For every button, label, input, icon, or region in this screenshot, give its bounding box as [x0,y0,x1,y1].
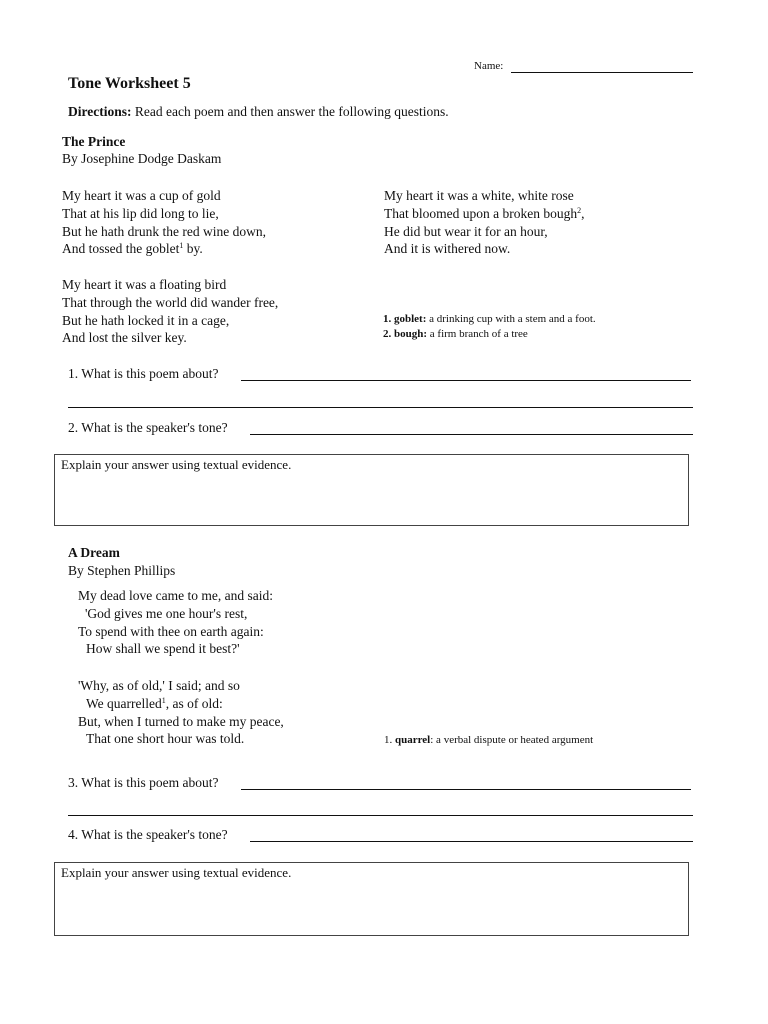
footnote-marker: 1 [161,695,166,705]
footnote-marker: 1 [179,241,184,251]
poem-stanza [78,677,284,748]
answer-line[interactable] [250,434,693,435]
worksheet-title: Tone Worksheet 5 [68,75,191,92]
poem-author: By Stephen Phillips [68,563,176,578]
question-label: 1. What is this poem about? [68,366,219,381]
poem-line: He did but wear it for an hour, [384,223,548,239]
poem-stanza [62,276,278,347]
poem-line: That bloomed upon a broken bough$^2$, [384,205,585,221]
poem-line: My dead love came to me, and said: [78,588,273,603]
poem-line: My heart it was a white, white rose [384,188,574,203]
poem-line: How shall we spend it best?' [86,641,240,657]
poem-stanza [62,187,266,258]
footnote: 1. goblet: a drinking cup with a stem and a foot. [383,313,596,325]
explain-box[interactable] [54,862,689,936]
poem-line: That at his lip did long to lie, [62,205,219,221]
answer-line[interactable] [68,407,693,408]
footnote: 1. quarrel: a verbal dispute or heated argument [384,734,594,746]
poem-stanza [384,187,584,258]
poem-line: To spend with thee on earth again: [78,623,264,639]
footnote-marker: 2 [577,205,582,215]
answer-line[interactable] [241,789,691,790]
explain-prompt: Explain your answer using textual evidence. [61,865,292,880]
footnotes [383,312,596,342]
poem-line: And it is withered now. [384,241,511,257]
poem-title: The Prince [62,134,126,149]
poem-line: That one short hour was told. [86,731,245,747]
poem-line: We quarrelled$^1$, as of old: [86,695,223,711]
poem-stanza [78,587,273,658]
poem-line: 'God gives me one hour's rest, [85,605,248,621]
name-label: Name: [474,60,504,72]
question-label: 2. What is the speaker's tone? [68,420,228,435]
explain-box[interactable] [54,454,689,526]
poem-author: By Josephine Dodge Daskam [62,151,222,166]
directions-text: Read each poem and then answer the following questions. [134,104,449,119]
footnote: 2. bough: a firm branch of a tree [383,328,528,340]
poem-line: My heart it was a floating bird [62,277,227,292]
name-field[interactable] [511,72,693,73]
poem-line: But he hath locked it in a cage, [62,312,230,328]
poem-line: That through the world did wander free, [62,294,279,310]
answer-line[interactable] [241,380,691,381]
poem-line: And tossed the goblet$^1$ by. [62,241,203,257]
directions [68,104,449,120]
poem-line: But, when I turned to make my peace, [78,713,284,729]
poem-line: But he hath drunk the red wine down, [62,223,266,239]
directions-label: Directions: [68,104,132,119]
poem-line: 'Why, as of old,' I said; and so [78,678,240,693]
answer-line[interactable] [68,815,693,816]
explain-prompt: Explain your answer using textual evidence. [61,457,292,472]
question-label: 3. What is this poem about? [68,775,219,790]
answer-line[interactable] [250,841,693,842]
poem-line: My heart it was a cup of gold [62,188,221,203]
question-label: 4. What is the speaker's tone? [68,827,228,842]
poem-title: A Dream [68,545,120,560]
poem-line: And lost the silver key. [62,330,187,346]
